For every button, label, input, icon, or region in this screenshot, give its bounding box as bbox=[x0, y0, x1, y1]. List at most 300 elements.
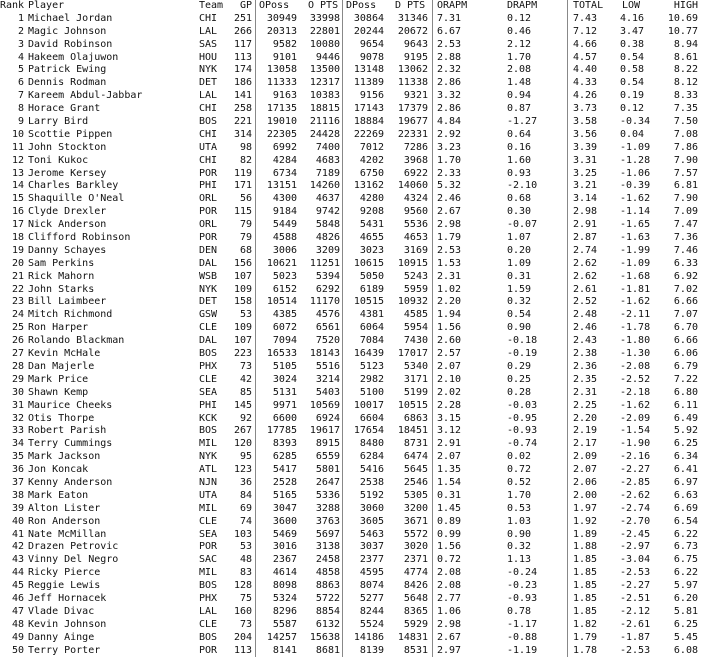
cell-low: 4.16 bbox=[620, 12, 645, 24]
cell-total: 2.07 bbox=[573, 464, 598, 476]
cell-rank: 32 bbox=[11, 412, 24, 424]
cell-low: 0.54 bbox=[620, 77, 645, 89]
cell-oposs: 3600 bbox=[272, 515, 297, 527]
cell-dposs: 9654 bbox=[359, 38, 384, 50]
column-divider bbox=[432, 541, 433, 554]
cell-low: -1.81 bbox=[620, 283, 651, 295]
cell-oposs: 8393 bbox=[272, 438, 297, 450]
column-divider bbox=[342, 567, 343, 580]
cell-team: CHI bbox=[199, 12, 218, 24]
cell-dposs: 14186 bbox=[353, 631, 384, 643]
column-divider bbox=[567, 155, 568, 168]
table-row bbox=[0, 451, 703, 464]
cell-dposs: 2538 bbox=[359, 476, 384, 488]
cell-team: UTA bbox=[199, 141, 218, 153]
table-row bbox=[0, 271, 703, 284]
column-divider bbox=[255, 425, 256, 438]
header-gp: GP bbox=[239, 0, 252, 11]
cell-opts: 5801 bbox=[315, 464, 340, 476]
table-row bbox=[0, 425, 703, 438]
cell-drapm: -0.03 bbox=[507, 399, 538, 411]
header-oposs: OPoss bbox=[259, 0, 290, 11]
cell-team: PHI bbox=[199, 399, 218, 411]
column-divider bbox=[567, 529, 568, 542]
column-divider bbox=[567, 619, 568, 632]
column-divider bbox=[255, 52, 256, 65]
column-divider bbox=[567, 206, 568, 219]
column-divider bbox=[567, 116, 568, 129]
cell-orapm: 2.07 bbox=[437, 360, 462, 372]
column-divider bbox=[342, 322, 343, 335]
cell-team: NYK bbox=[199, 283, 218, 295]
cell-dposs: 4280 bbox=[359, 193, 384, 205]
cell-opts: 5403 bbox=[315, 386, 340, 398]
cell-player: Jon Koncak bbox=[28, 464, 89, 476]
column-divider bbox=[432, 580, 433, 593]
cell-team: KCK bbox=[199, 412, 218, 424]
cell-gp: 258 bbox=[233, 103, 252, 115]
cell-low: -2.45 bbox=[620, 528, 651, 540]
cell-player: Kevin Johnson bbox=[28, 618, 107, 630]
column-divider bbox=[432, 232, 433, 245]
cell-rank: 5 bbox=[17, 64, 24, 76]
cell-orapm: 2.92 bbox=[437, 128, 462, 140]
cell-gp: 56 bbox=[239, 193, 252, 205]
cell-player: Terry Cummings bbox=[28, 438, 113, 450]
cell-gp: 123 bbox=[233, 464, 252, 476]
cell-orapm: 1.56 bbox=[437, 322, 462, 334]
cell-opts: 6132 bbox=[315, 618, 340, 630]
column-divider bbox=[342, 284, 343, 297]
cell-low: -2.27 bbox=[620, 464, 651, 476]
cell-drapm: 0.32 bbox=[507, 296, 532, 308]
cell-team: WSB bbox=[199, 270, 218, 282]
column-divider bbox=[255, 516, 256, 529]
cell-player: Larry Bird bbox=[28, 116, 89, 128]
cell-drapm: 0.46 bbox=[507, 25, 532, 37]
cell-rank: 41 bbox=[11, 528, 24, 540]
cell-oposs: 10514 bbox=[266, 296, 297, 308]
cell-orapm: 5.32 bbox=[437, 180, 462, 192]
cell-drapm: 0.90 bbox=[507, 528, 532, 540]
cell-total: 3.21 bbox=[573, 180, 598, 192]
cell-team: ATL bbox=[199, 464, 218, 476]
column-divider bbox=[432, 258, 433, 271]
cell-team: NJN bbox=[199, 476, 218, 488]
cell-low: -2.11 bbox=[620, 309, 651, 321]
cell-player: Shaquille O'Neal bbox=[28, 193, 125, 205]
column-divider bbox=[342, 64, 343, 77]
table-row bbox=[0, 554, 703, 567]
cell-low: -2.85 bbox=[620, 476, 651, 488]
table-row bbox=[0, 309, 703, 322]
cell-rank: 30 bbox=[11, 386, 24, 398]
cell-drapm: 0.25 bbox=[507, 373, 532, 385]
cell-gp: 174 bbox=[233, 64, 252, 76]
cell-total: 2.06 bbox=[573, 476, 598, 488]
cell-drapm: -1.17 bbox=[507, 618, 538, 630]
cell-low: -1.78 bbox=[620, 322, 651, 334]
cell-team: NYK bbox=[199, 64, 218, 76]
cell-gp: 75 bbox=[239, 592, 252, 604]
table-row bbox=[0, 335, 703, 348]
cell-high: 6.41 bbox=[673, 464, 698, 476]
cell-dpts: 8365 bbox=[403, 605, 428, 617]
cell-rank: 29 bbox=[11, 373, 24, 385]
cell-dpts: 3671 bbox=[403, 515, 428, 527]
cell-oposs: 3006 bbox=[272, 244, 297, 256]
cell-gp: 83 bbox=[239, 567, 252, 579]
cell-high: 6.79 bbox=[673, 360, 698, 372]
table-row bbox=[0, 632, 703, 645]
column-divider bbox=[342, 477, 343, 490]
cell-high: 7.22 bbox=[673, 373, 698, 385]
cell-total: 7.43 bbox=[573, 12, 598, 24]
column-divider bbox=[255, 593, 256, 606]
cell-oposs: 10621 bbox=[266, 257, 297, 269]
cell-team: ORL bbox=[199, 219, 218, 231]
column-divider bbox=[342, 593, 343, 606]
header-dposs: DPoss bbox=[346, 0, 377, 11]
cell-orapm: 2.31 bbox=[437, 270, 462, 282]
column-divider bbox=[255, 567, 256, 580]
cell-orapm: 2.86 bbox=[437, 103, 462, 115]
cell-dpts: 18451 bbox=[397, 425, 428, 437]
cell-low: -2.12 bbox=[620, 605, 651, 617]
cell-dpts: 5645 bbox=[403, 464, 428, 476]
column-divider bbox=[432, 503, 433, 516]
cell-high: 6.25 bbox=[673, 438, 698, 450]
column-divider bbox=[567, 64, 568, 77]
column-divider bbox=[342, 516, 343, 529]
cell-opts: 6559 bbox=[315, 451, 340, 463]
cell-oposs: 8098 bbox=[272, 580, 297, 592]
cell-rank: 42 bbox=[11, 541, 24, 553]
cell-drapm: -0.95 bbox=[507, 412, 538, 424]
cell-opts: 2647 bbox=[315, 476, 340, 488]
column-divider bbox=[342, 258, 343, 271]
cell-team: SAS bbox=[199, 38, 218, 50]
table-row bbox=[0, 503, 703, 516]
cell-opts: 7189 bbox=[315, 167, 340, 179]
cell-orapm: 2.98 bbox=[437, 618, 462, 630]
column-divider bbox=[342, 245, 343, 258]
cell-drapm: 0.12 bbox=[507, 12, 532, 24]
cell-orapm: 2.10 bbox=[437, 373, 462, 385]
cell-dposs: 30864 bbox=[353, 12, 384, 24]
column-divider bbox=[255, 645, 256, 658]
cell-player: Danny Ainge bbox=[28, 631, 95, 643]
cell-gp: 115 bbox=[233, 206, 252, 218]
column-divider bbox=[567, 451, 568, 464]
column-divider bbox=[342, 529, 343, 542]
cell-team: SEA bbox=[199, 528, 218, 540]
cell-oposs: 19010 bbox=[266, 116, 297, 128]
cell-drapm: 0.30 bbox=[507, 206, 532, 218]
header-high: HIGH bbox=[673, 0, 698, 11]
cell-low: -2.18 bbox=[620, 386, 651, 398]
cell-gp: 79 bbox=[239, 219, 252, 231]
cell-total: 1.85 bbox=[573, 567, 598, 579]
cell-player: Vlade Divac bbox=[28, 605, 95, 617]
cell-orapm: 1.54 bbox=[437, 476, 462, 488]
column-divider bbox=[432, 271, 433, 284]
cell-total: 3.58 bbox=[573, 116, 598, 128]
cell-low: -1.62 bbox=[620, 399, 651, 411]
cell-low: -2.27 bbox=[620, 580, 651, 592]
cell-dposs: 13162 bbox=[353, 180, 384, 192]
cell-gp: 69 bbox=[239, 502, 252, 514]
column-divider bbox=[567, 52, 568, 65]
cell-drapm: 0.16 bbox=[507, 141, 532, 153]
cell-orapm: 1.45 bbox=[437, 502, 462, 514]
cell-drapm: 1.09 bbox=[507, 257, 532, 269]
table-row bbox=[0, 490, 703, 503]
cell-opts: 24428 bbox=[309, 128, 340, 140]
table-row bbox=[0, 193, 703, 206]
cell-team: PHX bbox=[199, 360, 218, 372]
cell-drapm: -0.93 bbox=[507, 592, 538, 604]
column-divider bbox=[432, 516, 433, 529]
cell-orapm: 2.32 bbox=[437, 64, 462, 76]
cell-player: Charles Barkley bbox=[28, 180, 119, 192]
cell-oposs: 17135 bbox=[266, 103, 297, 115]
cell-team: CLE bbox=[199, 515, 218, 527]
cell-dpts: 11338 bbox=[397, 77, 428, 89]
column-divider bbox=[432, 593, 433, 606]
cell-orapm: 2.57 bbox=[437, 348, 462, 360]
cell-team: BOS bbox=[199, 580, 218, 592]
cell-team: BOS bbox=[199, 116, 218, 128]
header-dpts: D PTS bbox=[395, 0, 426, 11]
cell-player: Kevin McHale bbox=[28, 348, 101, 360]
cell-rank: 44 bbox=[11, 567, 24, 579]
cell-drapm: 0.02 bbox=[507, 451, 532, 463]
cell-player: Jeff Hornacek bbox=[28, 592, 107, 604]
cell-opts: 14260 bbox=[309, 180, 340, 192]
cell-player: Nick Anderson bbox=[28, 219, 107, 231]
cell-high: 7.09 bbox=[673, 206, 698, 218]
cell-player: Ron Anderson bbox=[28, 515, 101, 527]
cell-dposs: 5050 bbox=[359, 270, 384, 282]
cell-dpts: 5199 bbox=[403, 386, 428, 398]
cell-team: POR bbox=[199, 644, 218, 656]
column-divider bbox=[432, 400, 433, 413]
cell-total: 1.88 bbox=[573, 541, 598, 553]
table-row bbox=[0, 438, 703, 451]
column-divider bbox=[342, 206, 343, 219]
cell-opts: 4637 bbox=[315, 193, 340, 205]
cell-total: 2.46 bbox=[573, 322, 598, 334]
cell-low: -1.54 bbox=[620, 425, 651, 437]
cell-dposs: 2982 bbox=[359, 373, 384, 385]
cell-player: Ricky Pierce bbox=[28, 567, 101, 579]
cell-orapm: 0.99 bbox=[437, 528, 462, 540]
cell-team: SAC bbox=[199, 554, 218, 566]
cell-drapm: 0.52 bbox=[507, 476, 532, 488]
cell-rank: 28 bbox=[11, 360, 24, 372]
cell-dposs: 2377 bbox=[359, 554, 384, 566]
cell-low: 0.12 bbox=[620, 103, 645, 115]
column-divider bbox=[567, 284, 568, 297]
cell-oposs: 3047 bbox=[272, 502, 297, 514]
cell-gp: 84 bbox=[239, 489, 252, 501]
cell-high: 6.63 bbox=[673, 489, 698, 501]
table-row bbox=[0, 168, 703, 181]
column-divider bbox=[342, 348, 343, 361]
column-divider bbox=[255, 529, 256, 542]
cell-total: 2.62 bbox=[573, 257, 598, 269]
cell-dposs: 5524 bbox=[359, 618, 384, 630]
cell-player: David Robinson bbox=[28, 38, 113, 50]
cell-player: Nate McMillan bbox=[28, 528, 107, 540]
column-divider bbox=[432, 296, 433, 309]
column-divider bbox=[255, 335, 256, 348]
cell-gp: 120 bbox=[233, 438, 252, 450]
column-divider bbox=[432, 0, 433, 13]
cell-rank: 24 bbox=[11, 309, 24, 321]
cell-opts: 8863 bbox=[315, 580, 340, 592]
cell-total: 2.52 bbox=[573, 296, 598, 308]
column-divider bbox=[342, 413, 343, 426]
cell-dpts: 3171 bbox=[403, 373, 428, 385]
column-divider bbox=[432, 451, 433, 464]
cell-rank: 3 bbox=[17, 38, 24, 50]
cell-opts: 6292 bbox=[315, 283, 340, 295]
column-divider bbox=[567, 580, 568, 593]
cell-total: 2.98 bbox=[573, 206, 598, 218]
cell-total: 2.48 bbox=[573, 309, 598, 321]
cell-drapm: -0.24 bbox=[507, 567, 538, 579]
column-divider bbox=[567, 39, 568, 52]
column-divider bbox=[255, 296, 256, 309]
cell-orapm: 3.23 bbox=[437, 141, 462, 153]
cell-rank: 46 bbox=[11, 592, 24, 604]
cell-dpts: 4653 bbox=[403, 232, 428, 244]
column-divider bbox=[255, 103, 256, 116]
cell-high: 6.08 bbox=[673, 644, 698, 656]
cell-total: 7.12 bbox=[573, 25, 598, 37]
table-row bbox=[0, 541, 703, 554]
column-divider bbox=[255, 554, 256, 567]
column-divider bbox=[255, 413, 256, 426]
cell-drapm: -2.10 bbox=[507, 180, 538, 192]
column-divider bbox=[255, 438, 256, 451]
column-divider bbox=[342, 451, 343, 464]
column-divider bbox=[342, 425, 343, 438]
column-divider bbox=[255, 464, 256, 477]
cell-total: 2.62 bbox=[573, 270, 598, 282]
cell-high: 6.81 bbox=[673, 180, 698, 192]
cell-low: -0.34 bbox=[620, 116, 651, 128]
table-row bbox=[0, 155, 703, 168]
cell-gp: 314 bbox=[233, 128, 252, 140]
cell-oposs: 6072 bbox=[272, 322, 297, 334]
cell-drapm: -1.19 bbox=[507, 644, 538, 656]
cell-gp: 141 bbox=[233, 90, 252, 102]
cell-dpts: 4324 bbox=[403, 193, 428, 205]
cell-high: 8.94 bbox=[673, 38, 698, 50]
cell-orapm: 6.67 bbox=[437, 25, 462, 37]
cell-total: 1.85 bbox=[573, 592, 598, 604]
cell-dposs: 5123 bbox=[359, 360, 384, 372]
cell-oposs: 14257 bbox=[266, 631, 297, 643]
column-divider bbox=[432, 26, 433, 39]
column-divider bbox=[255, 77, 256, 90]
cell-opts: 8915 bbox=[315, 438, 340, 450]
cell-rank: 16 bbox=[11, 206, 24, 218]
cell-oposs: 11333 bbox=[266, 77, 297, 89]
cell-player: Otis Thorpe bbox=[28, 412, 95, 424]
cell-high: 6.66 bbox=[673, 296, 698, 308]
cell-oposs: 4614 bbox=[272, 567, 297, 579]
cell-rank: 40 bbox=[11, 515, 24, 527]
column-divider bbox=[567, 541, 568, 554]
cell-rank: 33 bbox=[11, 425, 24, 437]
cell-total: 1.85 bbox=[573, 554, 598, 566]
cell-orapm: 0.89 bbox=[437, 515, 462, 527]
column-divider bbox=[255, 168, 256, 181]
cell-drapm: -0.18 bbox=[507, 335, 538, 347]
cell-rank: 38 bbox=[11, 489, 24, 501]
cell-orapm: 1.56 bbox=[437, 541, 462, 553]
cell-team: LAL bbox=[199, 90, 218, 102]
table-row bbox=[0, 400, 703, 413]
cell-total: 3.56 bbox=[573, 128, 598, 140]
table-row bbox=[0, 26, 703, 39]
cell-orapm: 2.91 bbox=[437, 438, 462, 450]
column-divider bbox=[567, 554, 568, 567]
cell-dpts: 17379 bbox=[397, 103, 428, 115]
cell-orapm: 2.46 bbox=[437, 193, 462, 205]
column-divider bbox=[567, 374, 568, 387]
cell-low: -1.90 bbox=[620, 438, 651, 450]
cell-team: CHI bbox=[199, 103, 218, 115]
header-low: LOW bbox=[622, 0, 641, 11]
cell-oposs: 16533 bbox=[266, 348, 297, 360]
cell-team: CLE bbox=[199, 618, 218, 630]
cell-gp: 267 bbox=[233, 425, 252, 437]
cell-orapm: 2.86 bbox=[437, 77, 462, 89]
cell-high: 7.90 bbox=[673, 154, 698, 166]
table-row bbox=[0, 477, 703, 490]
cell-gp: 113 bbox=[233, 644, 252, 656]
cell-drapm: -0.07 bbox=[507, 219, 538, 231]
table-row bbox=[0, 464, 703, 477]
column-divider bbox=[255, 206, 256, 219]
cell-total: 1.85 bbox=[573, 605, 598, 617]
cell-player: Mark Price bbox=[28, 373, 89, 385]
cell-low: -1.99 bbox=[620, 244, 651, 256]
cell-dpts: 2371 bbox=[403, 554, 428, 566]
cell-total: 2.00 bbox=[573, 489, 598, 501]
cell-low: -1.09 bbox=[620, 257, 651, 269]
cell-oposs: 6285 bbox=[272, 451, 297, 463]
cell-gp: 156 bbox=[233, 257, 252, 269]
cell-drapm: -0.93 bbox=[507, 425, 538, 437]
table-row bbox=[0, 645, 703, 658]
cell-team: DAL bbox=[199, 257, 218, 269]
column-divider bbox=[255, 490, 256, 503]
table-row bbox=[0, 39, 703, 52]
cell-total: 1.79 bbox=[573, 631, 598, 643]
cell-player: Kareem Abdul-Jabbar bbox=[28, 90, 143, 102]
column-divider bbox=[255, 284, 256, 297]
cell-high: 6.11 bbox=[673, 399, 698, 411]
cell-low: -1.28 bbox=[620, 154, 651, 166]
column-divider bbox=[255, 13, 256, 26]
cell-rank: 21 bbox=[11, 270, 24, 282]
